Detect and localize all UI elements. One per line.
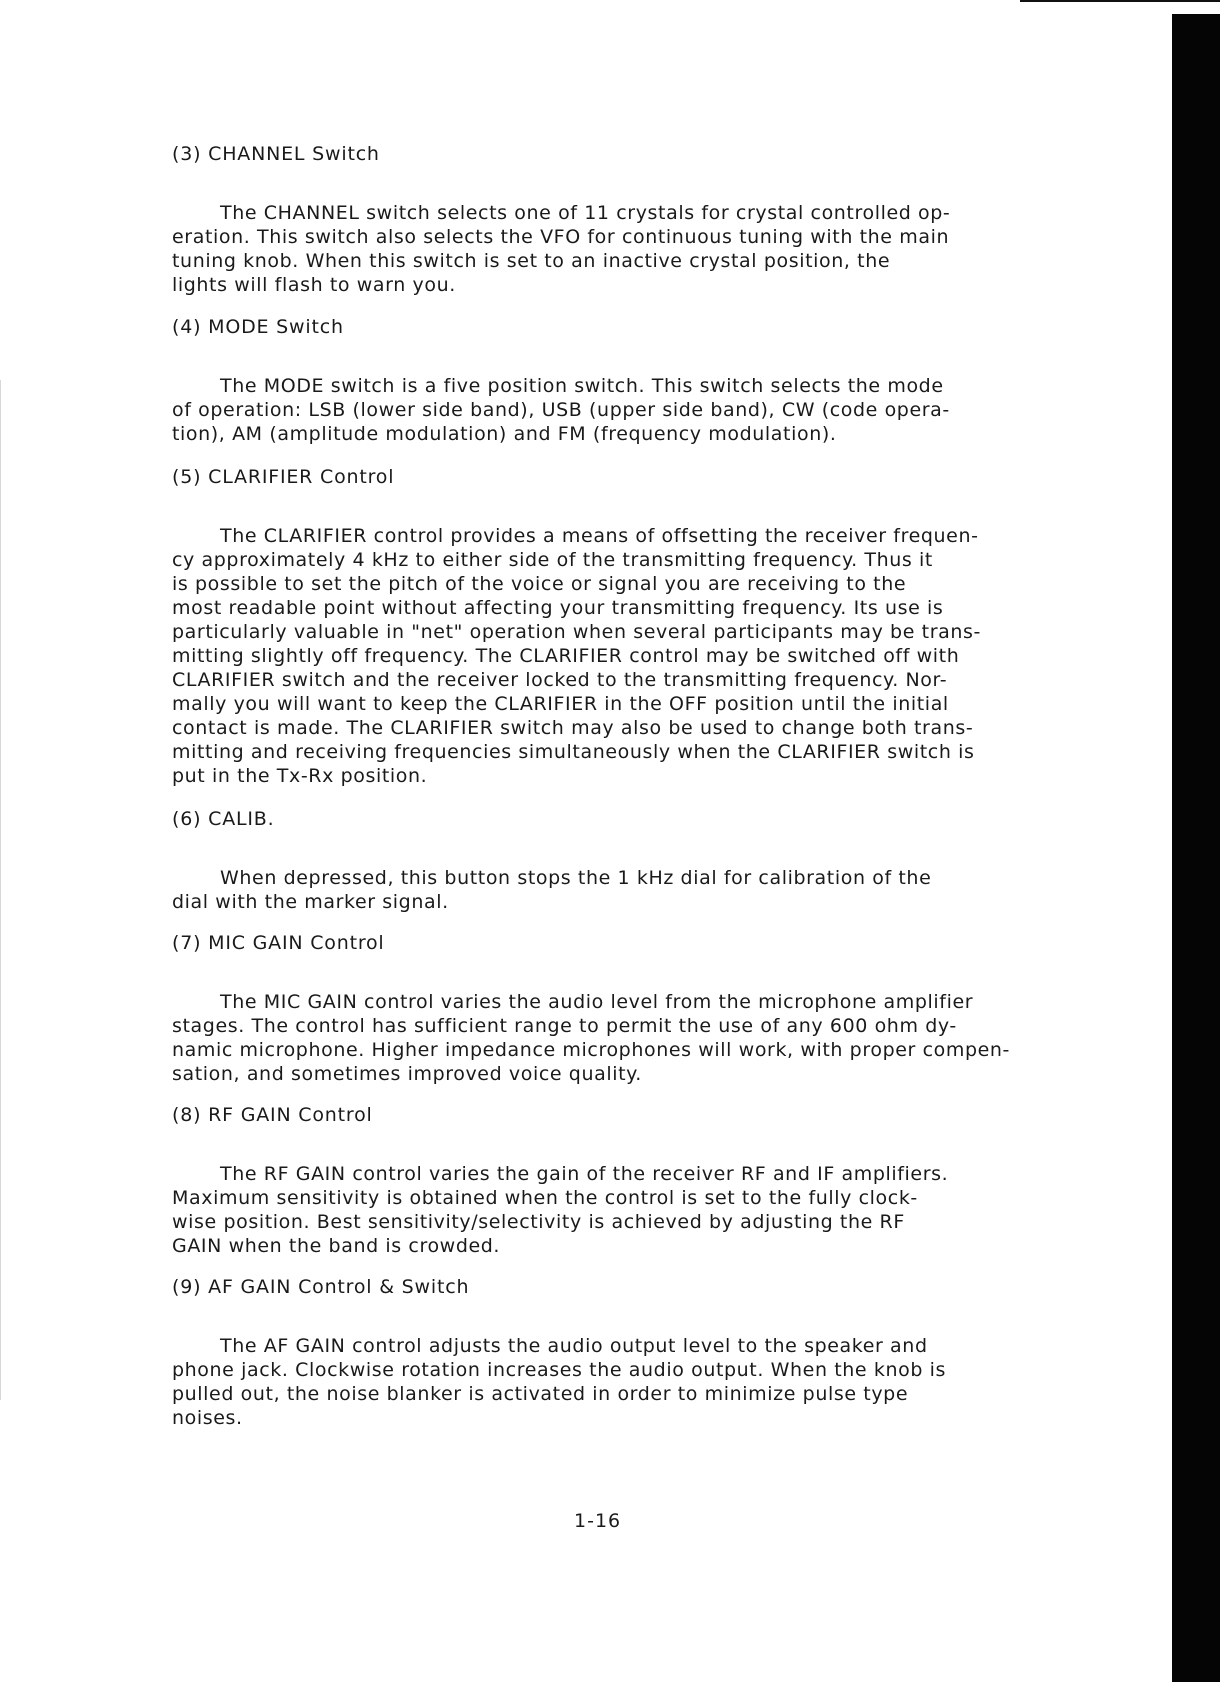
body-line: lights will flash to warn you. bbox=[172, 274, 456, 296]
section-heading: (5) CLARIFIER Control bbox=[172, 466, 395, 488]
body-line: The MODE switch is a five position switch. This switch selects the mode bbox=[220, 375, 944, 397]
section-heading: (9) AF GAIN Control & Switch bbox=[172, 1276, 470, 1298]
section-mode-switch bbox=[172, 316, 1122, 446]
body-line: CLARIFIER switch and the receiver locked to the transmitting frequency. Nor- bbox=[172, 669, 948, 691]
body-line: The RF GAIN control varies the gain of the receiver RF and IF amplifiers. bbox=[220, 1163, 949, 1185]
body-line: When depressed, this button stops the 1 kHz dial for calibration of the bbox=[220, 867, 932, 889]
section-heading: (7) MIC GAIN Control bbox=[172, 932, 385, 954]
section-body bbox=[172, 990, 1122, 1086]
body-line: put in the Tx-Rx position. bbox=[172, 765, 428, 787]
section-rf-gain-control bbox=[172, 1104, 1122, 1258]
section-clarifier-control bbox=[172, 466, 1122, 788]
scan-edge-shadow bbox=[1172, 14, 1220, 1682]
body-line: wise position. Best sensitivity/selectivity is achieved by adjusting the RF bbox=[172, 1211, 905, 1233]
section-body bbox=[172, 201, 1122, 297]
body-line: particularly valuable in "net" operation when several participants may be trans- bbox=[172, 621, 981, 643]
body-line: mitting slightly off frequency. The CLARIFIER control may be switched off with bbox=[172, 645, 960, 667]
body-line: pulled out, the noise blanker is activated in order to minimize pulse type bbox=[172, 1383, 909, 1405]
body-line: phone jack. Clockwise rotation increases the audio output. When the knob is bbox=[172, 1359, 947, 1381]
scan-edge-left bbox=[0, 380, 1, 1400]
body-line: GAIN when the band is crowded. bbox=[172, 1235, 501, 1257]
body-line: The CHANNEL switch selects one of 11 crystals for crystal controlled op- bbox=[220, 202, 951, 224]
body-line: mitting and receiving frequencies simultaneously when the CLARIFIER switch is bbox=[172, 741, 975, 763]
section-body bbox=[172, 1162, 1122, 1258]
section-channel-switch bbox=[172, 143, 1122, 297]
body-line: The AF GAIN control adjusts the audio output level to the speaker and bbox=[220, 1335, 928, 1357]
section-body bbox=[172, 524, 1122, 788]
section-af-gain-control bbox=[172, 1276, 1122, 1430]
body-line: namic microphone. Higher impedance microphones will work, with proper compen- bbox=[172, 1039, 1010, 1061]
body-line: dial with the marker signal. bbox=[172, 891, 449, 913]
body-line: tuning knob. When this switch is set to an inactive crystal position, the bbox=[172, 250, 891, 272]
scan-edge-top bbox=[1020, 0, 1220, 2]
body-line: tion), AM (amplitude modulation) and FM (frequency modulation). bbox=[172, 423, 837, 445]
section-heading: (3) CHANNEL Switch bbox=[172, 143, 380, 165]
body-line: The MIC GAIN control varies the audio level from the microphone amplifier bbox=[220, 991, 974, 1013]
body-line: sation, and sometimes improved voice quality. bbox=[172, 1063, 642, 1085]
body-line: mally you will want to keep the CLARIFIER in the OFF position until the initial bbox=[172, 693, 949, 715]
section-calib bbox=[172, 808, 1122, 914]
body-line: most readable point without affecting your transmitting frequency. Its use is bbox=[172, 597, 944, 619]
section-body bbox=[172, 374, 1122, 446]
body-line: contact is made. The CLARIFIER switch may also be used to change both trans- bbox=[172, 717, 974, 739]
body-line: stages. The control has sufficient range to permit the use of any 600 ohm dy- bbox=[172, 1015, 957, 1037]
section-body bbox=[172, 866, 1122, 914]
body-line: eration. This switch also selects the VFO for continuous tuning with the main bbox=[172, 226, 950, 248]
section-mic-gain-control bbox=[172, 932, 1122, 1086]
section-body bbox=[172, 1334, 1122, 1430]
section-heading: (4) MODE Switch bbox=[172, 316, 344, 338]
body-line: is possible to set the pitch of the voice or signal you are receiving to the bbox=[172, 573, 907, 595]
body-line: Maximum sensitivity is obtained when the control is set to the fully clock- bbox=[172, 1187, 918, 1209]
body-line: The CLARIFIER control provides a means of offsetting the receiver frequen- bbox=[220, 525, 979, 547]
body-line: noises. bbox=[172, 1407, 243, 1429]
body-line: cy approximately 4 kHz to either side of the transmitting frequency. Thus it bbox=[172, 549, 933, 571]
section-heading: (6) CALIB. bbox=[172, 808, 275, 830]
body-line: of operation: LSB (lower side band), USB (upper side band), CW (code opera- bbox=[172, 399, 950, 421]
page-number: 1-16 bbox=[574, 1510, 622, 1532]
section-heading: (8) RF GAIN Control bbox=[172, 1104, 373, 1126]
